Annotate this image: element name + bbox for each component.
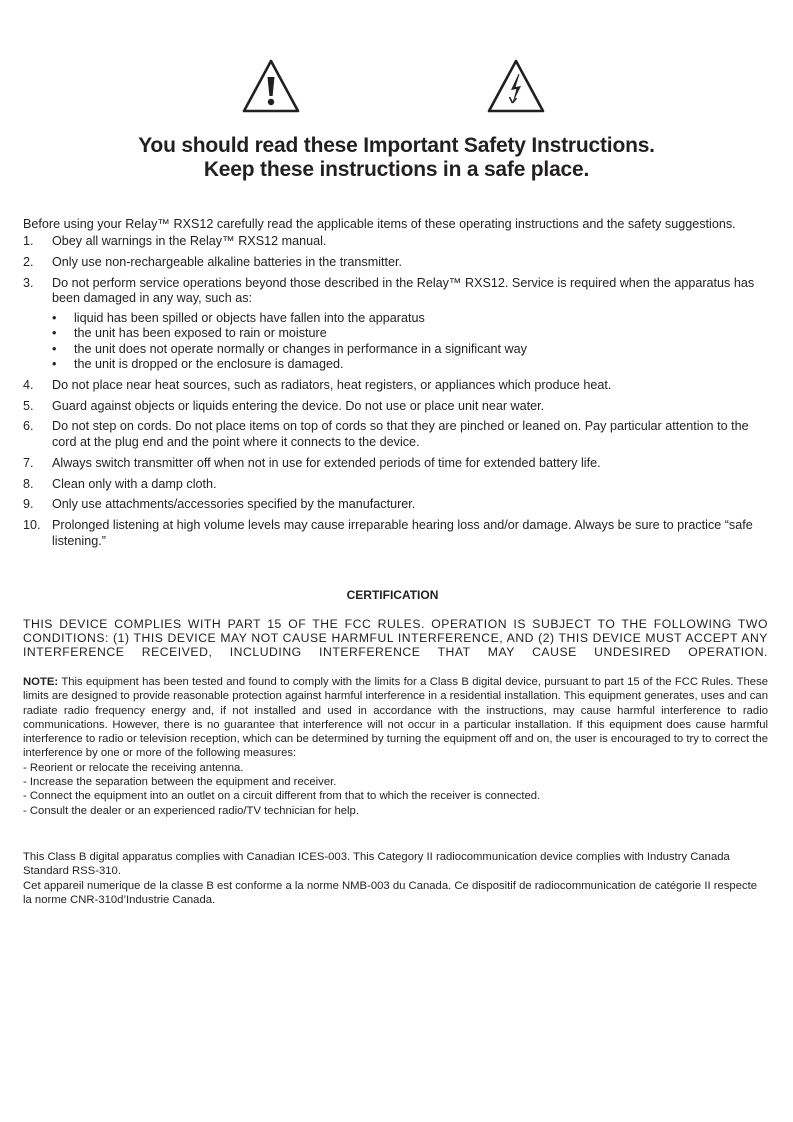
- bullet-item: • the unit has been exposed to rain or moisture: [74, 326, 768, 342]
- list-item-text: Clean only with a damp cloth.: [52, 476, 217, 491]
- list-item-text: Guard against objects or liquids entering the device. Do not use or place unit near water.: [52, 398, 545, 413]
- fcc-note: [23, 675, 768, 818]
- list-item-text: Obey all warnings in the Relay™ RXS12 manual.: [52, 234, 327, 248]
- list-item-text: Always switch transmitter off when not in use for extended periods of time for extended battery life.: [52, 455, 601, 470]
- measure-item: - Reorient or relocate the receiving antenna.: [23, 761, 244, 774]
- fcc-statement: THIS DEVICE COMPLIES WITH PART 15 OF THE FCC RULES. OPERATION IS SUBJECT TO THE FOLLOWING TWO CONDITIONS: (1) THIS DEVICE MAY NOT CAUSE HARMFUL INTERFERENCE, AND (2) THIS DEVICE MUST ACCEPT ANY INTERFERENCE RECEIVED, INCLUDING INTERFERENCE THAT MAY CAUSE UNDESIRED OPERATION.: [23, 617, 768, 660]
- safety-icons: [0, 57, 793, 115]
- bullet-item: • the unit is dropped or the enclosure is damaged.: [74, 357, 768, 373]
- list-item-text: Do not step on cords. Do not place items on top of cords so that they are pinched or leaned on. Pay particular attention to the cord at the plug end and the point where it connects to the device.: [52, 419, 749, 449]
- bullet-item: • the unit does not operate normally or changes in performance in a significant way: [74, 342, 768, 358]
- measure-item: - Consult the dealer or an experienced radio/TV technician for help.: [23, 804, 359, 817]
- canada-french: Cet appareil numerique de la classe B est conforme a la norme NMB-003 du Canada. Ce dispositif de radiocommunication de catégorie II respecte la norme CNR-310d’Industrie Canada.: [23, 879, 758, 907]
- list-item: [23, 276, 768, 373]
- list-item: [23, 477, 768, 493]
- electric-shock-triangle-icon: [485, 57, 547, 115]
- list-item-text: Do not perform service operations beyond those described in the Relay™ RXS12. Service is required when the apparatus has been damaged in any way, such as:: [52, 275, 755, 306]
- damage-conditions-list: [52, 311, 768, 373]
- list-item: [23, 234, 768, 250]
- list-item: [23, 518, 768, 549]
- list-item-number: 10.: [23, 518, 41, 533]
- list-item-text: Prolonged listening at high volume levels may cause irreparable hearing loss and/or damage. Always be sure to practice “safe listening.”: [52, 518, 753, 548]
- list-item-number: 3.: [23, 275, 34, 290]
- list-item-number: 7.: [23, 455, 34, 470]
- list-item-number: 4.: [23, 377, 34, 392]
- list-item: [23, 456, 768, 472]
- note-label: NOTE:: [23, 676, 59, 688]
- title-line-2: Keep these instructions in a safe place.: [203, 158, 590, 181]
- list-item-number: 6.: [23, 419, 34, 434]
- bullet-item: • liquid has been spilled or objects have fallen into the apparatus: [74, 311, 768, 327]
- list-item-number: 1.: [23, 234, 34, 248]
- canada-compliance: [23, 850, 768, 908]
- certification-heading: CERTIFICATION: [346, 588, 439, 602]
- measures-list: [23, 761, 768, 818]
- list-item-text: Only use non-rechargeable alkaline batteries in the transmitter.: [52, 254, 403, 269]
- list-item-number: 8.: [23, 476, 34, 491]
- list-item-text: Only use attachments/accessories specified by the manufacturer.: [52, 497, 416, 512]
- measure-item: - Increase the separation between the equipment and receiver.: [23, 776, 337, 789]
- list-item: [23, 419, 768, 450]
- list-item-number: 9.: [23, 497, 34, 512]
- title-line-1: You should read these Important Safety Instructions.: [138, 134, 655, 157]
- list-item-text: Do not place near heat sources, such as radiators, heat registers, or appliances which produce heat.: [52, 377, 612, 392]
- intro-paragraph: Before using your Relay™ RXS12 carefully read the applicable items of these operating instructions and the safety suggestions.: [23, 217, 736, 231]
- page-title: [0, 134, 793, 182]
- list-item-number: 5.: [23, 398, 34, 413]
- list-item: [23, 255, 768, 271]
- list-item-number: 2.: [23, 254, 34, 269]
- list-item: [23, 399, 768, 415]
- measure-item: - Connect the equipment into an outlet on a circuit different from that to which the receiver is connected.: [23, 790, 541, 803]
- note-text: This equipment has been tested and found to comply with the limits for a Class B digital device, pursuant to part 15 of the FCC Rules. These limits are designed to provide reasonable protection against harmful interference in a residential installation. This equipment generates, uses and can radiate radio frequency energy and, if not installed and used in accordance with the instructions, may cause harmful interference to radio communications. However, there is no guarantee that interference will not occur in a particular installation. If this equipment does cause harmful interference to radio or television reception, which can be determined by turning the equipment off and on, the user is encouraged to try to correct the interference by one or more of the following measures:: [23, 676, 769, 760]
- safety-instructions-list: [23, 234, 768, 554]
- warning-triangle-icon: [240, 57, 302, 115]
- canada-english: This Class B digital apparatus complies with Canadian ICES-003. This Category II radiocommunication device complies with Industry Canada Standard RSS-310.: [23, 851, 730, 878]
- list-item: [23, 497, 768, 513]
- list-item: [23, 378, 768, 394]
